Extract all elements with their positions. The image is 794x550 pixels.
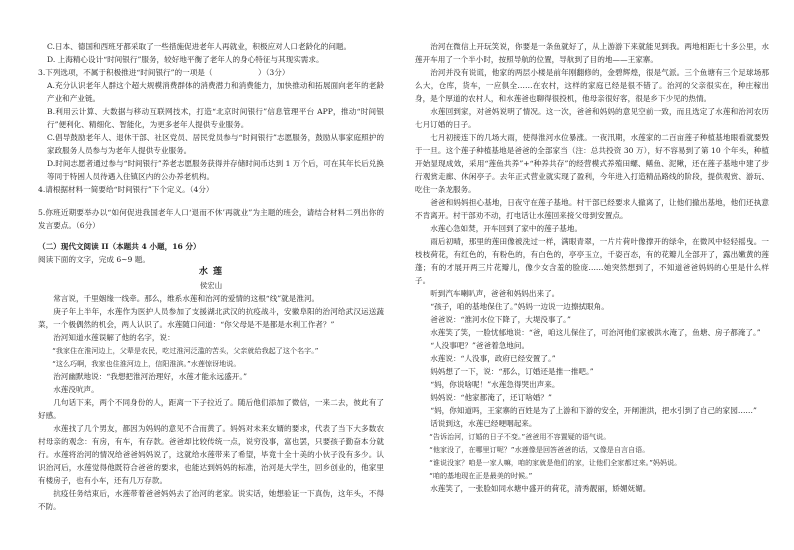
section-heading: （二）现代文阅读 II（本题共 4 小题，16 分） [38,242,201,251]
reading-passage-left [38,240,384,542]
passage-dialogue: “告诉治河，订婚的日子不变。”爸爸用不容置疑的语气说。 [429,432,611,441]
q3-option-a: A.充分认识老年人群这个超大规模消费群体的消费潜力和消费能力，加快推动和拓展面向老年的老龄产业和产业链。 [47,81,384,103]
passage-paragraph: 常言说，千里姻缘一线牵。那么，维系水莲和治河的爱情的这根“线”就是淮河。 [53,294,320,303]
passage-paragraph: 水莲笑了，一张脸如同水塘中盛开的荷花，清秀靓丽，娇媚妩媚。 [430,484,651,493]
passage-paragraph: 庚子年上半年，水莲作为医护人员参加了支援湖北武汉的抗疫战斗，安徽阜阳的治河给武汉运送蔬菜，一个极偶然的机会，两人认识了。水莲随口问道：“你父母是不是都是水利工作者？” [38,307,384,329]
passage-dialogue: “人没事吧？”爸爸着急地问。 [430,341,530,350]
passage-paragraph: 抗疫任务结束后，水莲带着爸爸妈妈去了治河的老家。说实话，她想验证一下真伪，这年头，不得不防。 [38,489,384,511]
passage-paragraph: 水莲找了几个男友，都因为妈妈的意见不合而黄了。妈妈对未来女婿的要求，代表了当下大多数农村母亲的观念：有房，有车，有存款。爸爸却比较传统一点，说穷没事，富也罢，只要孩子勤奋本分就行。水莲将治河的情况给爸爸妈妈说了，这就给水莲带来了希望，毕竟十全十美的小伙子没有多少。认识治河后，水莲觉得他既符合爸爸的要求，也能达到妈妈的标准，治河是大学生，回乡创业的，他家里有楼房子，也有小车，还有几万存款。 [38,424,384,485]
passage-paragraph: 雨后初晴，那里的莲田像被洗过一样，满眼青翠，一片片荷叶像撑开的绿伞，在微风中轻轻摇曳。一枝枝荷花，有红色的，有粉色的，有白色的，亭亭玉立，千姿百态，有的花瓣儿全部开了，露出嫩黄的莲蓬；有的才展开两三片花瓣儿，像少女含羞的脸庞……她突然想到了，不知道爸爸妈妈的心里是什么样子。 [415,237,769,285]
passage-paragraph: 水莲回到家，对爸妈说明了情况。这一次，爸爸和妈妈的意见空前一致，而且选定了水莲和治河农历七月订婚的日子。 [415,107,769,129]
passage-paragraph: 治河在微信上开玩笑说，你要是一条鱼就好了，从上游游下来就能见到我。两地相距七十多公里，水莲开车用了一个半小时，按照导航的位置，导航到了目的地——王家寨。 [415,42,769,64]
passage-paragraph: 治河幽默地说：“我想把淮河治理好，水莲才能永远盛开。” [53,372,247,381]
q2-option-c: C.日本、德国和西班牙都采取了一些措施促进老年人再就业，积极应对人口老龄化的问题。 [47,42,352,51]
passage-dialogue: “孩子，咱的基地保住了。”妈妈一边说一边擦拭眼角。 [430,302,609,311]
passage-dialogue: “这么巧啊，我家也住淮河边上，信阳淮滨。”水莲惊讶地说。 [52,359,241,368]
q3-option-d: D.时间志愿者通过参与“时间银行”养老志愿服务获得并存储时间币达到 1 万个后，可在其年长后兑换等同于特困人员待遇入住镇区内的公办养老机构。 [47,159,384,181]
passage-dialogue: “谁说没家？咱是一家人嘛，咱的家就是他们的家，让他们全家都过来。”妈妈说。 [429,458,682,467]
passage-author: 侯宏山 [199,281,223,290]
passage-paragraph: 治河知道水莲误解了他的名字，说： [53,333,175,342]
q5-block [38,206,384,234]
passage-paragraph: 听到汽车喇叭声，爸爸和妈妈出来了。 [430,289,560,298]
passage-paragraph: 话说到这，水莲已经哽咽起来。 [430,419,537,428]
q2-option-d: D. 上海精心设计“时间银行”服务，较好地平衡了老年人的身心特征与其现实需求。 [47,55,324,64]
passage-dialogue: 妈妈说：“他家都淹了，还订啥婚？” [430,393,552,402]
passage-paragraph: 几句话下来，两个不同身份的人，距离一下子拉近了。随后他们添加了微信，一来二去，彼此有了好感。 [38,398,384,420]
passage-paragraph: 治河并没有说谎，他家的两层小楼是前年刚翻修的，金碧辉煌，很是气派。三个鱼塘有三个足球场那么大，仓库，货车，一应俱全……在农村，这样的家庭已经是很不错了。治河的父亲很实在，种庄稼出身，是个厚道的农村人，和水莲爸也聊得很投机，他母亲很好客，很是乡下少见的热情。 [415,68,769,103]
reading-passage-right [415,40,769,545]
q4-stem: 4.请根据材料一简要给“时间银行”下个定义。（4分） [38,185,214,194]
q3-option-b: B.利用云计算、大数据与移动互联网技术，打造“北京时间银行”信息管理平台 APP，推动“时间银行”便利化、精细化、智能化，为更多老年人提供专业服务。 [47,107,384,129]
passage-dialogue: 妈妈想了一下，说：“那么，订婚还是推一推吧。” [430,367,594,376]
passage-dialogue: “妈，你知道吗，王家寨的百姓是为了上游和下游的安全，开闸泄洪，把水引到了自己的家园……” [430,406,757,415]
q3-stem: 3.下列选项，不属于积极推进“时间银行”的一项是（ ）（3分） [38,68,290,77]
passage-dialogue: “我家住在淮河边上，父辈是农民，吃过淮河泛滥的苦头，父亲就给我起了这个名字。” [52,346,319,355]
passage-paragraph: 爸爸和妈妈担心基地，日夜守在莲子基地。村干部已经要求人撤离了，让他们撤出基地，他们还执意不肯离开。村干部劝不动，打电话让水莲回来接父母到安置点。 [415,198,769,220]
reading-instruction: 阅读下面的文字，完成 6~9 题。 [38,255,150,264]
passage-dialogue: 水莲说：“人没事，政府已经安置了。” [430,354,556,363]
q5-stem: 5.你班近期要举办以“如何促进我国老年人口‘退而不休’再就业”为主题的班会，请结合材料二列出你的发言要点。（6分） [38,208,384,230]
q3-option-c: C.倡导鼓励老年人、退休干部、社区党员、居民党员参与“时间银行”志愿服务，鼓励从事家庭照护的家政服务人员参与为老年人提供专业服务。 [47,133,384,155]
passage-dialogue: 水莲笑了笑，一脸忧郁地说：“爸，咱这儿保住了，可治河他们家被洪水淹了，鱼塘、房子都淹了。” [430,328,761,337]
passage-dialogue: 爸爸说：“淮河水位下降了，大堤没事了。” [430,315,571,324]
passage-title: 水 莲 [198,267,224,277]
passage-dialogue: “咱的基地现在正是最美的时候。” [429,471,533,480]
passage-dialogue: “妈，你说啥呢！”水莲急得哭出声来。 [430,380,560,389]
passage-paragraph: 七月初接连下的几场大雨，使得淮河水位暴涨。一夜汛期，水莲家的二百亩莲子种植基地眼看就要毁于一旦。这个莲子种植基地是爸爸的全部家当（注：总共投资 30 万），好不容易到了第 10 个年头，种植开始显现成效，采用“莲鱼共养”+“种养共存”的经营模式养殖田螺、鳝鱼、泥鳅，还在莲子基地中建了步行观赏走廊、休闲亭子。去年正式营业就实现了盈利，今年进入打造精品路线的阶段，提供观赏、游玩、吃住一条龙服务。 [415,133,769,194]
left-questions-block [38,40,384,198]
passage-paragraph: 水莲心急如焚，开车回到了家中的莲子基地。 [430,224,583,233]
passage-dialogue: “他家没了，在哪里订呢？”水莲像是回答爸爸的话，又像是自言自语。 [429,445,650,454]
passage-paragraph: 水莲没吭声。 [53,385,99,394]
